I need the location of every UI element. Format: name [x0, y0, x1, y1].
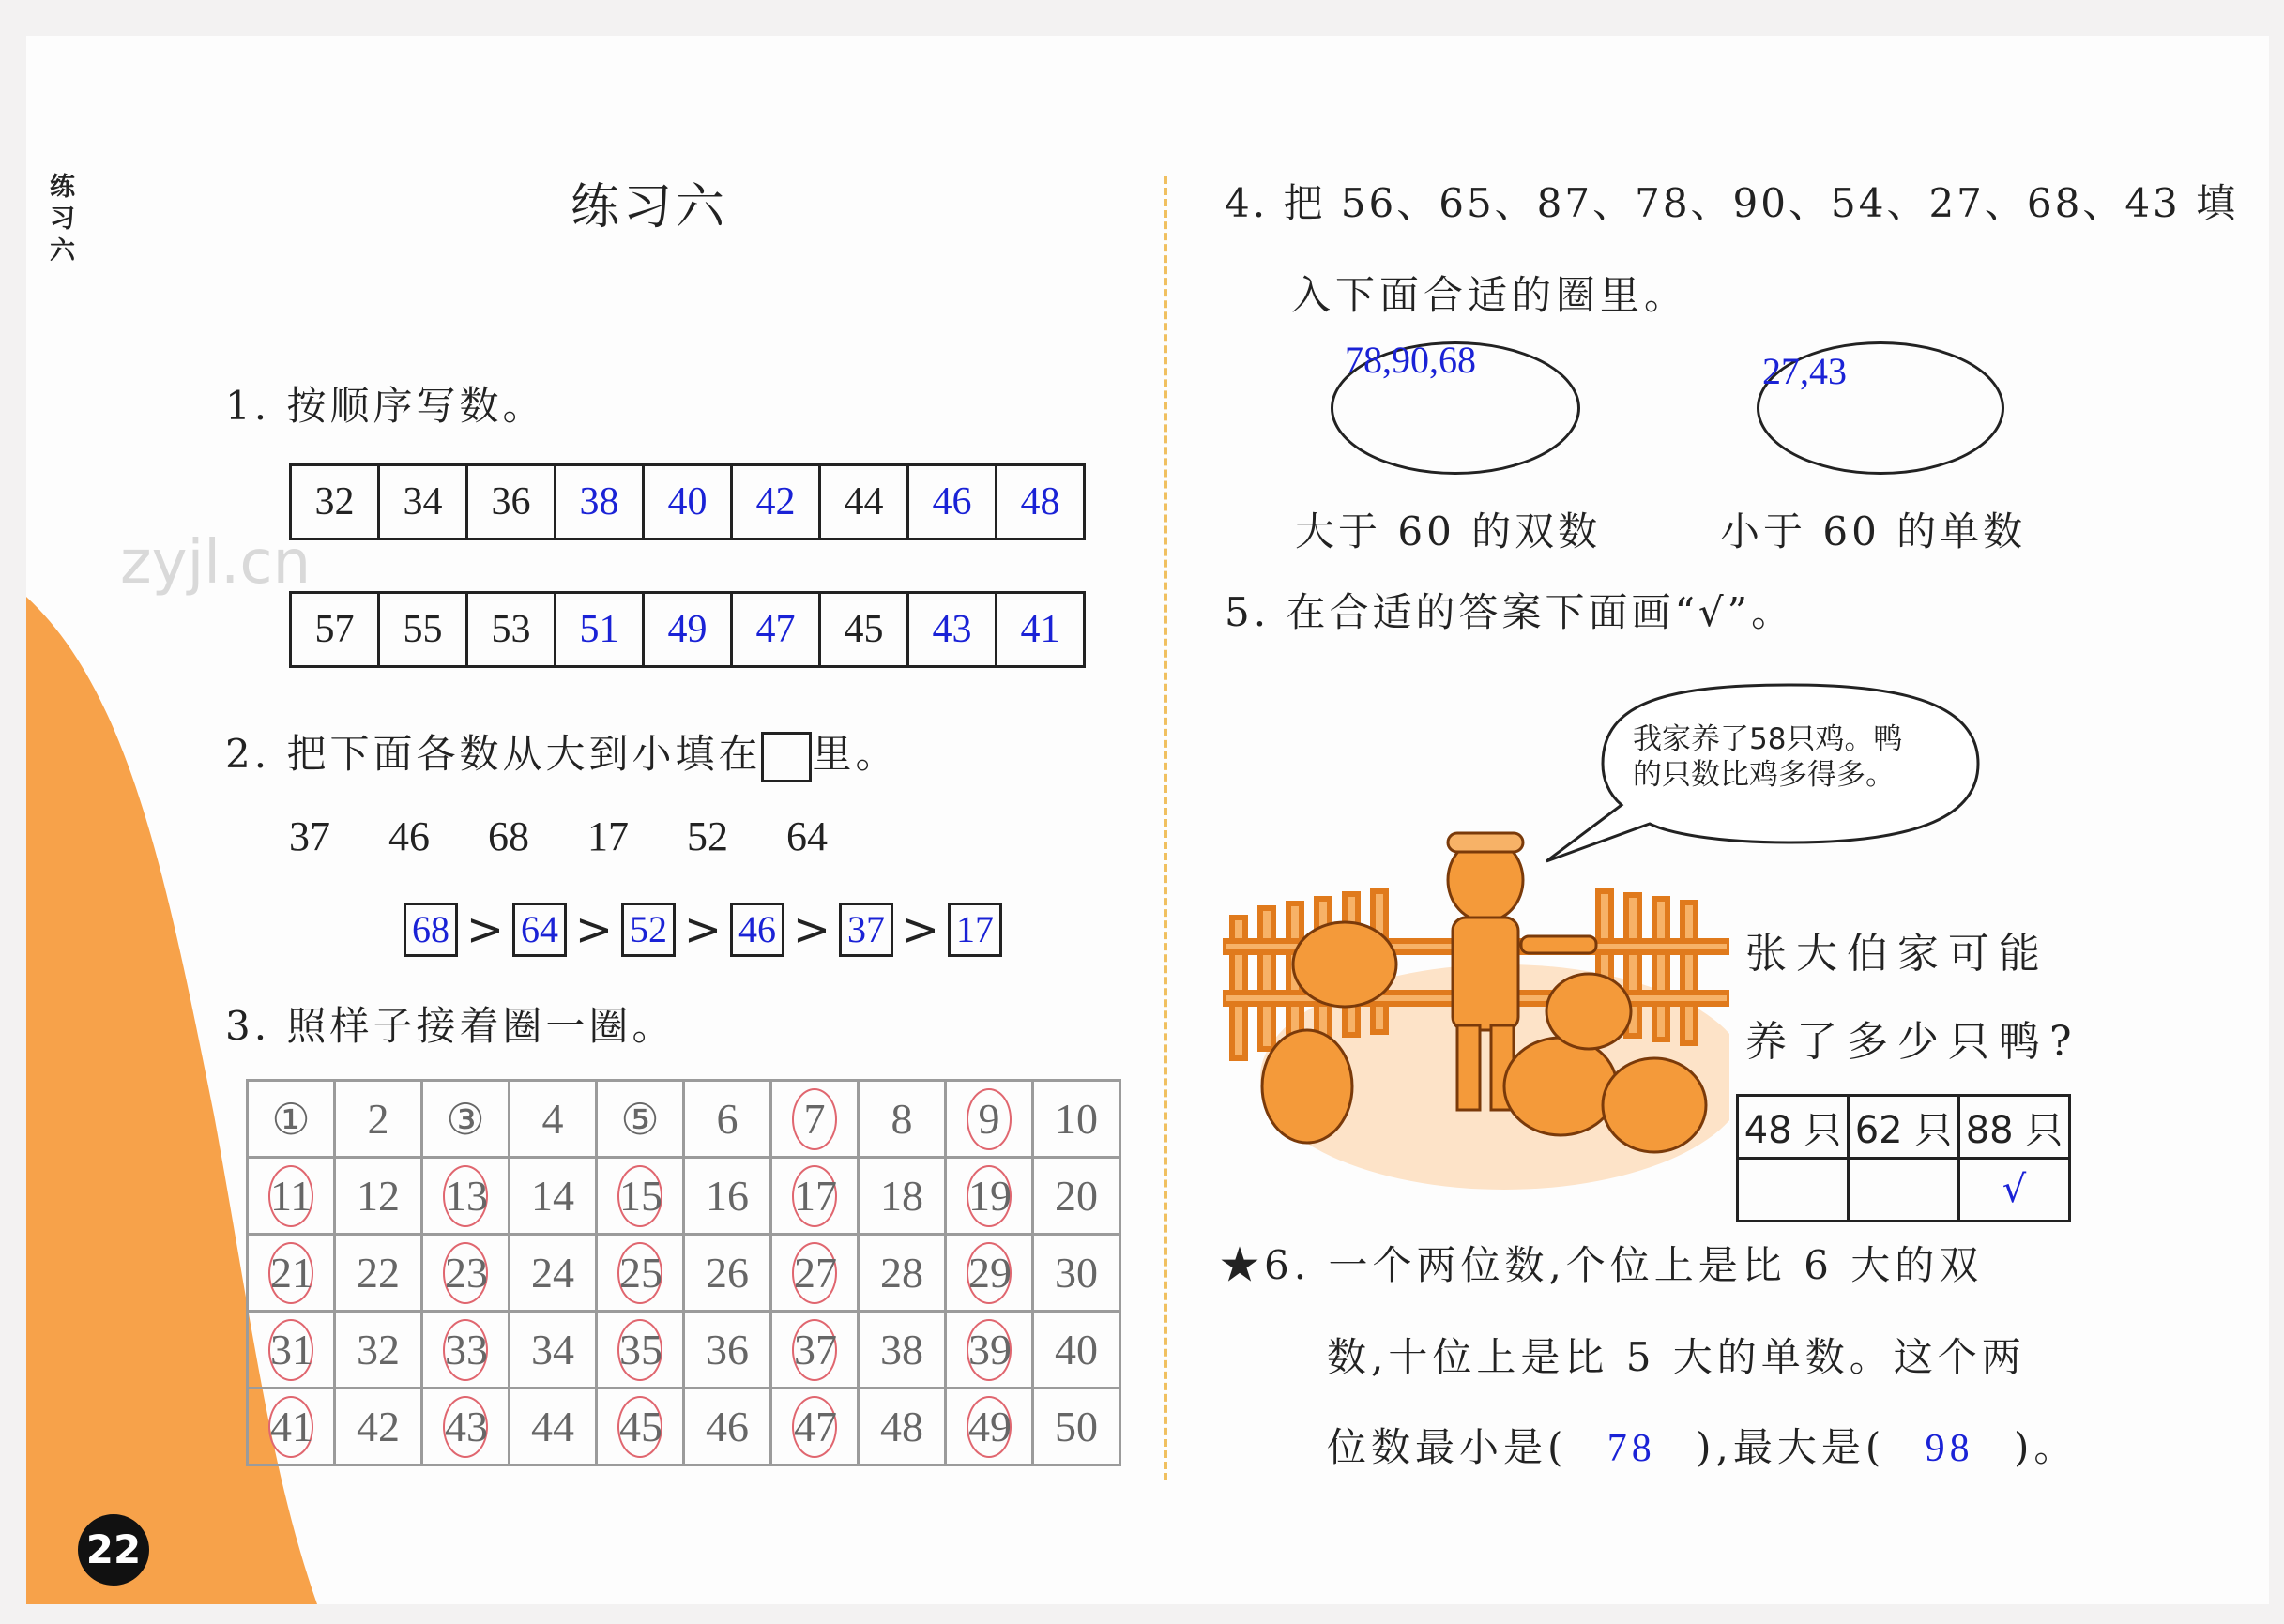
grid-cell	[248, 1312, 335, 1389]
q6-star-icon: ★	[1220, 1242, 1265, 1288]
q4-prompt-line1	[1225, 173, 2238, 229]
q6-line3-a: 位数最小是(	[1327, 1424, 1568, 1470]
page-number: 22	[85, 1526, 142, 1572]
circled-number: 47	[792, 1396, 837, 1458]
q5-label: 5.	[1225, 589, 1271, 635]
sequence-cell: 48	[997, 465, 1085, 539]
grid-cell: 22	[335, 1235, 422, 1312]
sequence-cell: 53	[467, 593, 556, 667]
choice-mark-cell[interactable]: √	[1959, 1159, 2070, 1222]
greater-than-sign: >	[574, 903, 614, 956]
circled-number: 37	[792, 1319, 837, 1381]
circled-number: 17	[792, 1165, 837, 1227]
circled-number: 29	[967, 1242, 1012, 1304]
sequence-cell: 40	[644, 465, 732, 539]
grid-cell: 4	[510, 1081, 597, 1158]
q2-answer-chain	[404, 903, 1002, 957]
q2-number: 52	[687, 813, 728, 859]
q2-answer-box: 68	[404, 903, 458, 957]
grid-cell	[771, 1158, 859, 1235]
q2-answer-box: 37	[839, 903, 893, 957]
circled-number: 21	[268, 1242, 313, 1304]
q4-oval-right-label: 小于 60 的单数	[1720, 508, 2027, 554]
choice-option: 88 只	[1959, 1096, 2070, 1159]
watermark: zyjl.cn	[120, 528, 312, 598]
side-label: 练习六	[50, 173, 75, 266]
q2-number: 46	[388, 813, 430, 859]
page-title: 练习六	[571, 179, 729, 235]
circled-number: 15	[617, 1165, 662, 1227]
grid-cell: 28	[859, 1235, 946, 1312]
q6-line3-c: )。	[2013, 1424, 2078, 1470]
circled-number: 43	[443, 1396, 488, 1458]
grid-cell	[597, 1312, 684, 1389]
grid-cell: 10	[1033, 1081, 1120, 1158]
grid-cell	[771, 1081, 859, 1158]
grid-cell: 2	[335, 1081, 422, 1158]
sequence-cell: 57	[291, 593, 379, 667]
circled-number: 41	[268, 1396, 313, 1458]
sequence-cell: 47	[732, 593, 820, 667]
circled-number: 27	[792, 1242, 837, 1304]
grid-cell: 12	[335, 1158, 422, 1235]
q6-line-1	[1220, 1235, 1983, 1291]
circled-number: 35	[617, 1319, 662, 1381]
farm-illustration	[1223, 777, 1729, 1190]
grid-cell	[946, 1235, 1033, 1312]
grid-cell: 48	[859, 1389, 946, 1465]
greater-than-sign: >	[465, 903, 505, 956]
circled-number: 33	[443, 1319, 488, 1381]
grid-cell: ③	[422, 1081, 510, 1158]
q4-oval-left-answer: 78,90,68	[1345, 339, 1476, 381]
q2-answer-box: 17	[948, 903, 1002, 957]
circled-number: 23	[443, 1242, 488, 1304]
q1-prompt	[225, 375, 545, 432]
q2-label: 2.	[225, 731, 271, 777]
q2-answer-box: 46	[730, 903, 784, 957]
sequence-cell: 49	[644, 593, 732, 667]
q5-answer-choices	[1736, 1094, 2071, 1222]
q5-prompt	[1225, 582, 1794, 638]
grid-cell: 42	[335, 1389, 422, 1465]
grid-cell: 40	[1033, 1312, 1120, 1389]
q6-line-3	[1327, 1417, 2078, 1473]
speech-line-1: 我家养了58只鸡。鸭	[1633, 722, 1903, 756]
q2-number: 17	[587, 813, 629, 859]
grid-cell	[422, 1235, 510, 1312]
grid-cell	[422, 1158, 510, 1235]
grid-cell: 34	[510, 1312, 597, 1389]
circled-number: 11	[268, 1165, 313, 1227]
grid-cell	[946, 1389, 1033, 1465]
sequence-cell: 38	[556, 465, 644, 539]
sequence-cell: 44	[820, 465, 908, 539]
q4-line1: 把 56、65、87、78、90、54、27、68、43 填	[1283, 180, 2239, 226]
greater-than-sign: >	[901, 903, 940, 956]
grid-cell: ①	[248, 1081, 335, 1158]
q3-label: 3.	[225, 1003, 271, 1049]
grid-cell: 36	[684, 1312, 771, 1389]
q2-number: 37	[289, 813, 330, 859]
grid-cell	[248, 1389, 335, 1465]
grid-cell	[597, 1235, 684, 1312]
q4-oval-left-label: 大于 60 的双数	[1295, 508, 1602, 554]
circled-number: 49	[967, 1396, 1012, 1458]
q3-number-grid	[246, 1079, 1121, 1466]
grid-cell: 46	[684, 1389, 771, 1465]
grid-cell	[248, 1235, 335, 1312]
grid-cell: 18	[859, 1158, 946, 1235]
grid-cell: 24	[510, 1235, 597, 1312]
q6-line1-text: 一个两位数,个位上是比 6 大的双	[1328, 1242, 1984, 1288]
q5-question-line-2: 养了多少只鸭?	[1745, 1018, 2081, 1066]
speech-line-2: 的只数比鸡多得多。	[1633, 758, 1895, 792]
sequence-cell: 51	[556, 593, 644, 667]
choice-option: 62 只	[1849, 1096, 1959, 1159]
q6-answer-max: 98	[1925, 1427, 1974, 1470]
grid-cell	[771, 1389, 859, 1465]
circled-number: 45	[617, 1396, 662, 1458]
q2-empty-box	[761, 732, 812, 782]
q4-label: 4.	[1225, 180, 1269, 226]
q5-text: 在合适的答案下面画“√”。	[1286, 589, 1795, 635]
circled-number: 25	[617, 1242, 662, 1304]
grid-cell: 30	[1033, 1235, 1120, 1312]
sequence-cell: 41	[997, 593, 1085, 667]
q2-number-list	[289, 812, 886, 860]
grid-cell: 32	[335, 1312, 422, 1389]
grid-cell: 8	[859, 1081, 946, 1158]
choice-option: 48 只	[1738, 1096, 1849, 1159]
grid-cell	[422, 1389, 510, 1465]
q4-line2: 入下面合适的圈里。	[1291, 272, 1689, 318]
grid-cell: 14	[510, 1158, 597, 1235]
q1-sequence-row-2	[289, 591, 1086, 668]
q2-answer-box: 64	[512, 903, 567, 957]
grid-cell: 44	[510, 1389, 597, 1465]
grid-cell	[597, 1389, 684, 1465]
q5-question-line-1: 张大伯家可能	[1745, 930, 2049, 978]
grid-cell: 26	[684, 1235, 771, 1312]
q6-label: 6.	[1264, 1242, 1312, 1288]
q2-number: 68	[488, 813, 529, 859]
grid-cell: 16	[684, 1158, 771, 1235]
sequence-cell: 34	[379, 465, 467, 539]
workbook-page	[26, 36, 2269, 1604]
q2-number: 64	[786, 813, 828, 859]
circled-number: 7	[792, 1088, 837, 1150]
grid-cell: 20	[1033, 1158, 1120, 1235]
greater-than-sign: >	[792, 903, 831, 956]
q4-oval-right-answer: 27,43	[1762, 350, 1847, 392]
q3-prompt	[225, 995, 675, 1052]
choice-mark-cell[interactable]	[1849, 1159, 1959, 1222]
grid-cell	[771, 1312, 859, 1389]
circled-number: 39	[967, 1319, 1012, 1381]
sequence-cell: 46	[908, 465, 997, 539]
grid-cell	[248, 1158, 335, 1235]
grid-cell	[771, 1235, 859, 1312]
sequence-cell: 55	[379, 593, 467, 667]
grid-cell	[422, 1312, 510, 1389]
q3-text: 照样子接着圈一圈。	[286, 1003, 676, 1049]
sequence-cell: 43	[908, 593, 997, 667]
q6-line3-b: ),最大是(	[1696, 1424, 1886, 1470]
grid-cell	[946, 1158, 1033, 1235]
grid-cell	[946, 1081, 1033, 1158]
sequence-cell: 32	[291, 465, 379, 539]
q1-text: 按顺序写数。	[286, 383, 546, 429]
circled-number: 9	[967, 1088, 1012, 1150]
q6-line-2: 数,十位上是比 5 大的单数。这个两	[1327, 1334, 2026, 1380]
q2-answer-box: 52	[621, 903, 676, 957]
circled-number: 13	[443, 1165, 488, 1227]
q1-label: 1.	[225, 383, 271, 429]
grid-cell: 38	[859, 1312, 946, 1389]
greater-than-sign: >	[683, 903, 723, 956]
grid-cell: 6	[684, 1081, 771, 1158]
choice-mark-cell[interactable]	[1738, 1159, 1849, 1222]
q2-prompt	[225, 723, 898, 782]
sequence-cell: 36	[467, 465, 556, 539]
grid-cell	[946, 1312, 1033, 1389]
q1-sequence-row-1	[289, 463, 1086, 540]
circled-number: 31	[268, 1319, 313, 1381]
q2-text-after: 里。	[812, 731, 899, 777]
q6-answer-min: 78	[1606, 1427, 1656, 1470]
grid-cell: 50	[1033, 1389, 1120, 1465]
circled-number: 19	[967, 1165, 1012, 1227]
q2-text-before: 把下面各数从大到小填在	[286, 731, 762, 777]
sequence-cell: 45	[820, 593, 908, 667]
grid-cell: ⑤	[597, 1081, 684, 1158]
sequence-cell: 42	[732, 465, 820, 539]
page-divider	[1164, 176, 1171, 1480]
grid-cell	[597, 1158, 684, 1235]
